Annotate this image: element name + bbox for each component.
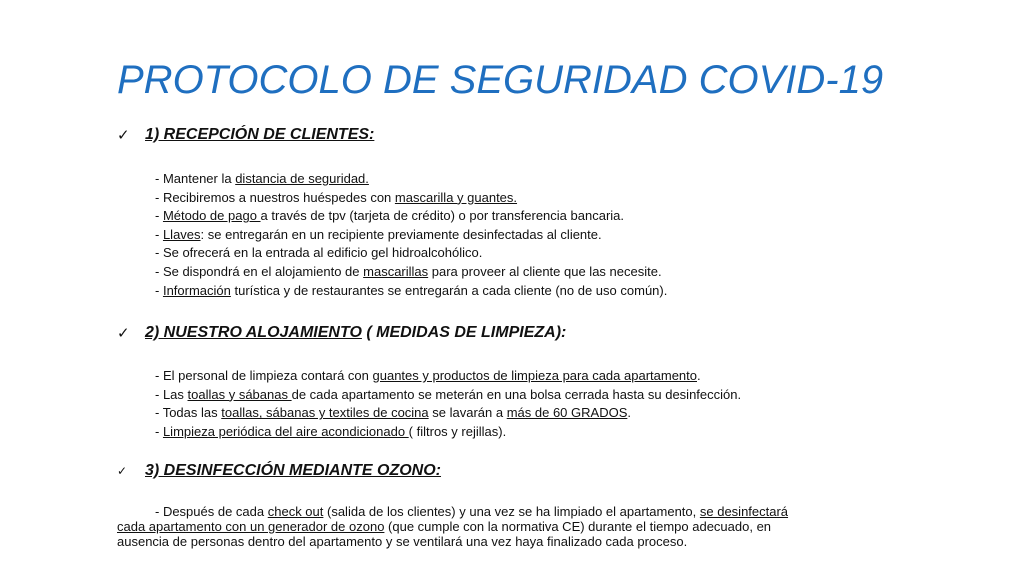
checkmark-icon: ✓: [117, 464, 128, 478]
list-item: - Llaves: se entregarán en un recipiente previamente desinfectadas al cliente.: [155, 226, 602, 242]
list-item: - Se ofrecerá en la entrada al edificio gel hidroalcohólico.: [155, 245, 483, 261]
list-item: - Se dispondrá en el alojamiento de mascarillas para proveer al cliente que las necesite.: [155, 263, 662, 279]
list-item: - Recibiremos a nuestros huéspedes con mascarilla y guantes.: [155, 189, 518, 205]
section-heading: 3) DESINFECCIÓN MEDIANTE OZONO:: [145, 462, 442, 479]
list-item: - Información turística y de restaurantes se entregarán a cada cliente (no de uso común).: [155, 282, 668, 298]
section-alojamiento: [117, 324, 741, 441]
list-item: - Todas las toallas, sábanas y textiles de cocina se lavarán a más de 60 GRADOS.: [155, 405, 631, 421]
ozone-paragraph: - Después de cada check out (salida de los clientes) y una vez se ha limpiado el apartamento, se desinfectará cada apartamento con un generador de ozono (que cumple con la normativa CE) durante el tiempo adecuado, en ausencia de personas dentro del apartamento y se ventilará una vez haya finalizado cada proceso.: [117, 504, 789, 549]
section-heading: 1) RECEPCIÓN DE CLIENTES:: [145, 126, 375, 143]
section-ozono: [117, 462, 441, 480]
section-recepcion: [117, 126, 667, 300]
list-item: - Limpieza periódica del aire acondicionado ( filtros y rejillas).: [155, 423, 507, 439]
checkmark-icon: ✓: [117, 325, 130, 342]
list-item: - Las toallas y sábanas de cada apartamento se meterán en una bolsa cerrada hasta su desinfección.: [155, 386, 742, 402]
checkmark-icon: ✓: [117, 127, 130, 144]
list-item: - Método de pago a través de tpv (tarjeta de crédito) o por transferencia bancaria.: [155, 208, 624, 224]
list-item: - Mantener la distancia de seguridad.: [155, 171, 369, 186]
list-item: - El personal de limpieza contará con guantes y productos de limpieza para cada apartamento.: [155, 368, 701, 383]
section-heading-suffix: ( MEDIDAS DE LIMPIEZA):: [361, 324, 567, 341]
section-heading: 2) NUESTRO ALOJAMIENTO: [145, 324, 362, 341]
page-title: PROTOCOLO DE SEGURIDAD COVID-19: [117, 58, 884, 102]
